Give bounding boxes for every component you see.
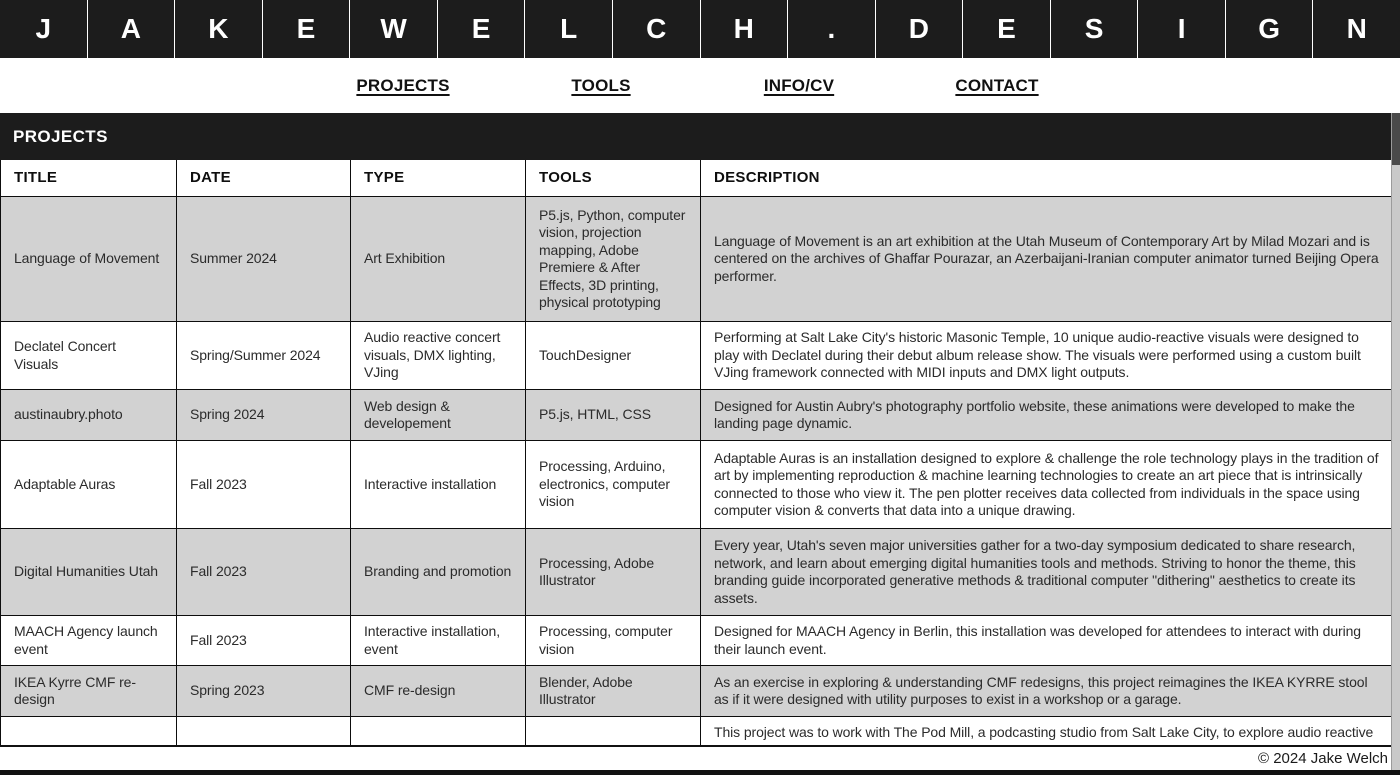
cell-tools: P5.js, Python, computer vision, projection mapping, Adobe Premiere & After Effects, 3D printing, physical prototyping [526, 197, 701, 322]
masthead-letter-tile: D [876, 0, 964, 58]
nav-link-infocv[interactable]: INFO/CV [763, 75, 835, 95]
projects-section-bar [0, 113, 1400, 160]
page-footer [0, 745, 1400, 770]
nav-slot [700, 76, 898, 96]
scrollbar[interactable] [1391, 113, 1400, 770]
column-header-title: TITLE [1, 160, 177, 197]
cell-description: This project was to work with The Pod Mill, a podcasting studio from Salt Lake City, to explore audio reactive [701, 717, 1400, 745]
cell-date: Fall 2023 [177, 441, 351, 529]
nav-slot [502, 76, 700, 96]
section-title: PROJECTS [13, 126, 108, 146]
cell-title[interactable]: austinaubry.photo [1, 390, 177, 441]
cell-description: Language of Movement is an art exhibition at the Utah Museum of Contemporary Art by Milad Mozari and is centered on the archives of Ghaffar Pourazar, an Azerbaijani-Iranian computer animator turned Beijing Opera performer. [701, 197, 1400, 322]
masthead-letter-tile: . [788, 0, 876, 58]
masthead-letter-tile: I [1138, 0, 1226, 58]
column-header-type: TYPE [351, 160, 526, 197]
cell-date [177, 717, 351, 745]
cell-date: Fall 2023 [177, 529, 351, 616]
masthead-letter-tile: K [175, 0, 263, 58]
cell-tools: Processing, computer vision [526, 616, 701, 666]
masthead-letter-tile: A [88, 0, 176, 58]
cell-tools: Processing, Arduino, electronics, computer vision [526, 441, 701, 529]
scrollbar-thumb[interactable] [1392, 113, 1400, 165]
masthead-letter-tile: C [613, 0, 701, 58]
cell-type: CMF re-design [351, 666, 526, 717]
cell-type: Branding and promotion [351, 529, 526, 616]
cell-date: Summer 2024 [177, 197, 351, 322]
cell-title[interactable]: Language of Movement [1, 197, 177, 322]
site-masthead[interactable] [0, 0, 1400, 58]
column-header-description: DESCRIPTION [701, 160, 1400, 197]
cell-tools: P5.js, HTML, CSS [526, 390, 701, 441]
cell-title [1, 717, 177, 745]
masthead-letter-tile: G [1226, 0, 1314, 58]
cell-description: As an exercise in exploring & understanding CMF redesigns, this project reimagines the IKEA KYRRE stool as if it were designed with utility purposes to exist in a workshop or a garage. [701, 666, 1400, 717]
nav-link-contact[interactable]: CONTACT [955, 75, 1039, 95]
masthead-letter-tile: E [963, 0, 1051, 58]
bottom-bar [0, 770, 1400, 775]
masthead-letter-tile: H [701, 0, 789, 58]
cell-date: Fall 2023 [177, 616, 351, 666]
masthead-letter-tile: E [263, 0, 351, 58]
projects-table-grid [0, 160, 1400, 745]
copyright-text: © 2024 Jake Welch [1257, 750, 1388, 767]
column-header-tools: TOOLS [526, 160, 701, 197]
cell-description: Every year, Utah's seven major universities gather for a two-day symposium dedicated to share research, network, and learn about emerging digital humanities tools and methods. Striving to honor the theme, this branding guide incorporated generative methods & traditional computer "dithering" aesthetics to create its assets. [701, 529, 1400, 616]
masthead-letter-tile: L [525, 0, 613, 58]
cell-title[interactable]: Declatel Concert Visuals [1, 322, 177, 390]
cell-description: Designed for Austin Aubry's photography portfolio website, these animations were developed to make the landing page dynamic. [701, 390, 1400, 441]
cell-description: Designed for MAACH Agency in Berlin, this installation was developed for attendees to interact with during their launch event. [701, 616, 1400, 666]
cell-date: Spring/Summer 2024 [177, 322, 351, 390]
cell-date: Spring 2024 [177, 390, 351, 441]
nav-link-projects[interactable]: PROJECTS [356, 75, 450, 95]
masthead-letter-tile: S [1051, 0, 1139, 58]
cell-date: Spring 2023 [177, 666, 351, 717]
masthead-letter-tile: E [438, 0, 526, 58]
masthead-letter-tile: W [350, 0, 438, 58]
cell-tools: Processing, Adobe Illustrator [526, 529, 701, 616]
masthead-letter-tile: J [0, 0, 88, 58]
cell-type: Web design & developement [351, 390, 526, 441]
cell-tools [526, 717, 701, 745]
cell-tools: TouchDesigner [526, 322, 701, 390]
cell-type: Interactive installation, event [351, 616, 526, 666]
nav-slot [304, 76, 502, 96]
main-nav [0, 58, 1400, 113]
nav-slot [898, 76, 1096, 96]
cell-tools: Blender, Adobe Illustrator [526, 666, 701, 717]
cell-description: Adaptable Auras is an installation designed to explore & challenge the role technology plays in the tradition of art by implementing reproduction & machine learning technologies to create an art piece that is intrinsically connected to those who view it. The pen plotter receives data collected from individuals in the space using computer vision & converts that data into a unique drawing. [701, 441, 1400, 529]
cell-type [351, 717, 526, 745]
cell-description: Performing at Salt Lake City's historic Masonic Temple, 10 unique audio-reactive visuals were designed to play with Declatel during their debut album release show. The visuals were performed using a custom built VJing framework connected with MIDI inputs and DMX light outputs. [701, 322, 1400, 390]
cell-title[interactable]: MAACH Agency launch event [1, 616, 177, 666]
nav-link-tools[interactable]: TOOLS [571, 75, 631, 95]
cell-type: Art Exhibition [351, 197, 526, 322]
cell-type: Interactive installation [351, 441, 526, 529]
column-header-date: DATE [177, 160, 351, 197]
cell-title[interactable]: Adaptable Auras [1, 441, 177, 529]
masthead-letter-tile: N [1346, 13, 1367, 44]
cell-title[interactable]: IKEA Kyrre CMF re-design [1, 666, 177, 717]
cell-title[interactable]: Digital Humanities Utah [1, 529, 177, 616]
projects-table [0, 160, 1400, 745]
cell-type: Audio reactive concert visuals, DMX lighting, VJing [351, 322, 526, 390]
